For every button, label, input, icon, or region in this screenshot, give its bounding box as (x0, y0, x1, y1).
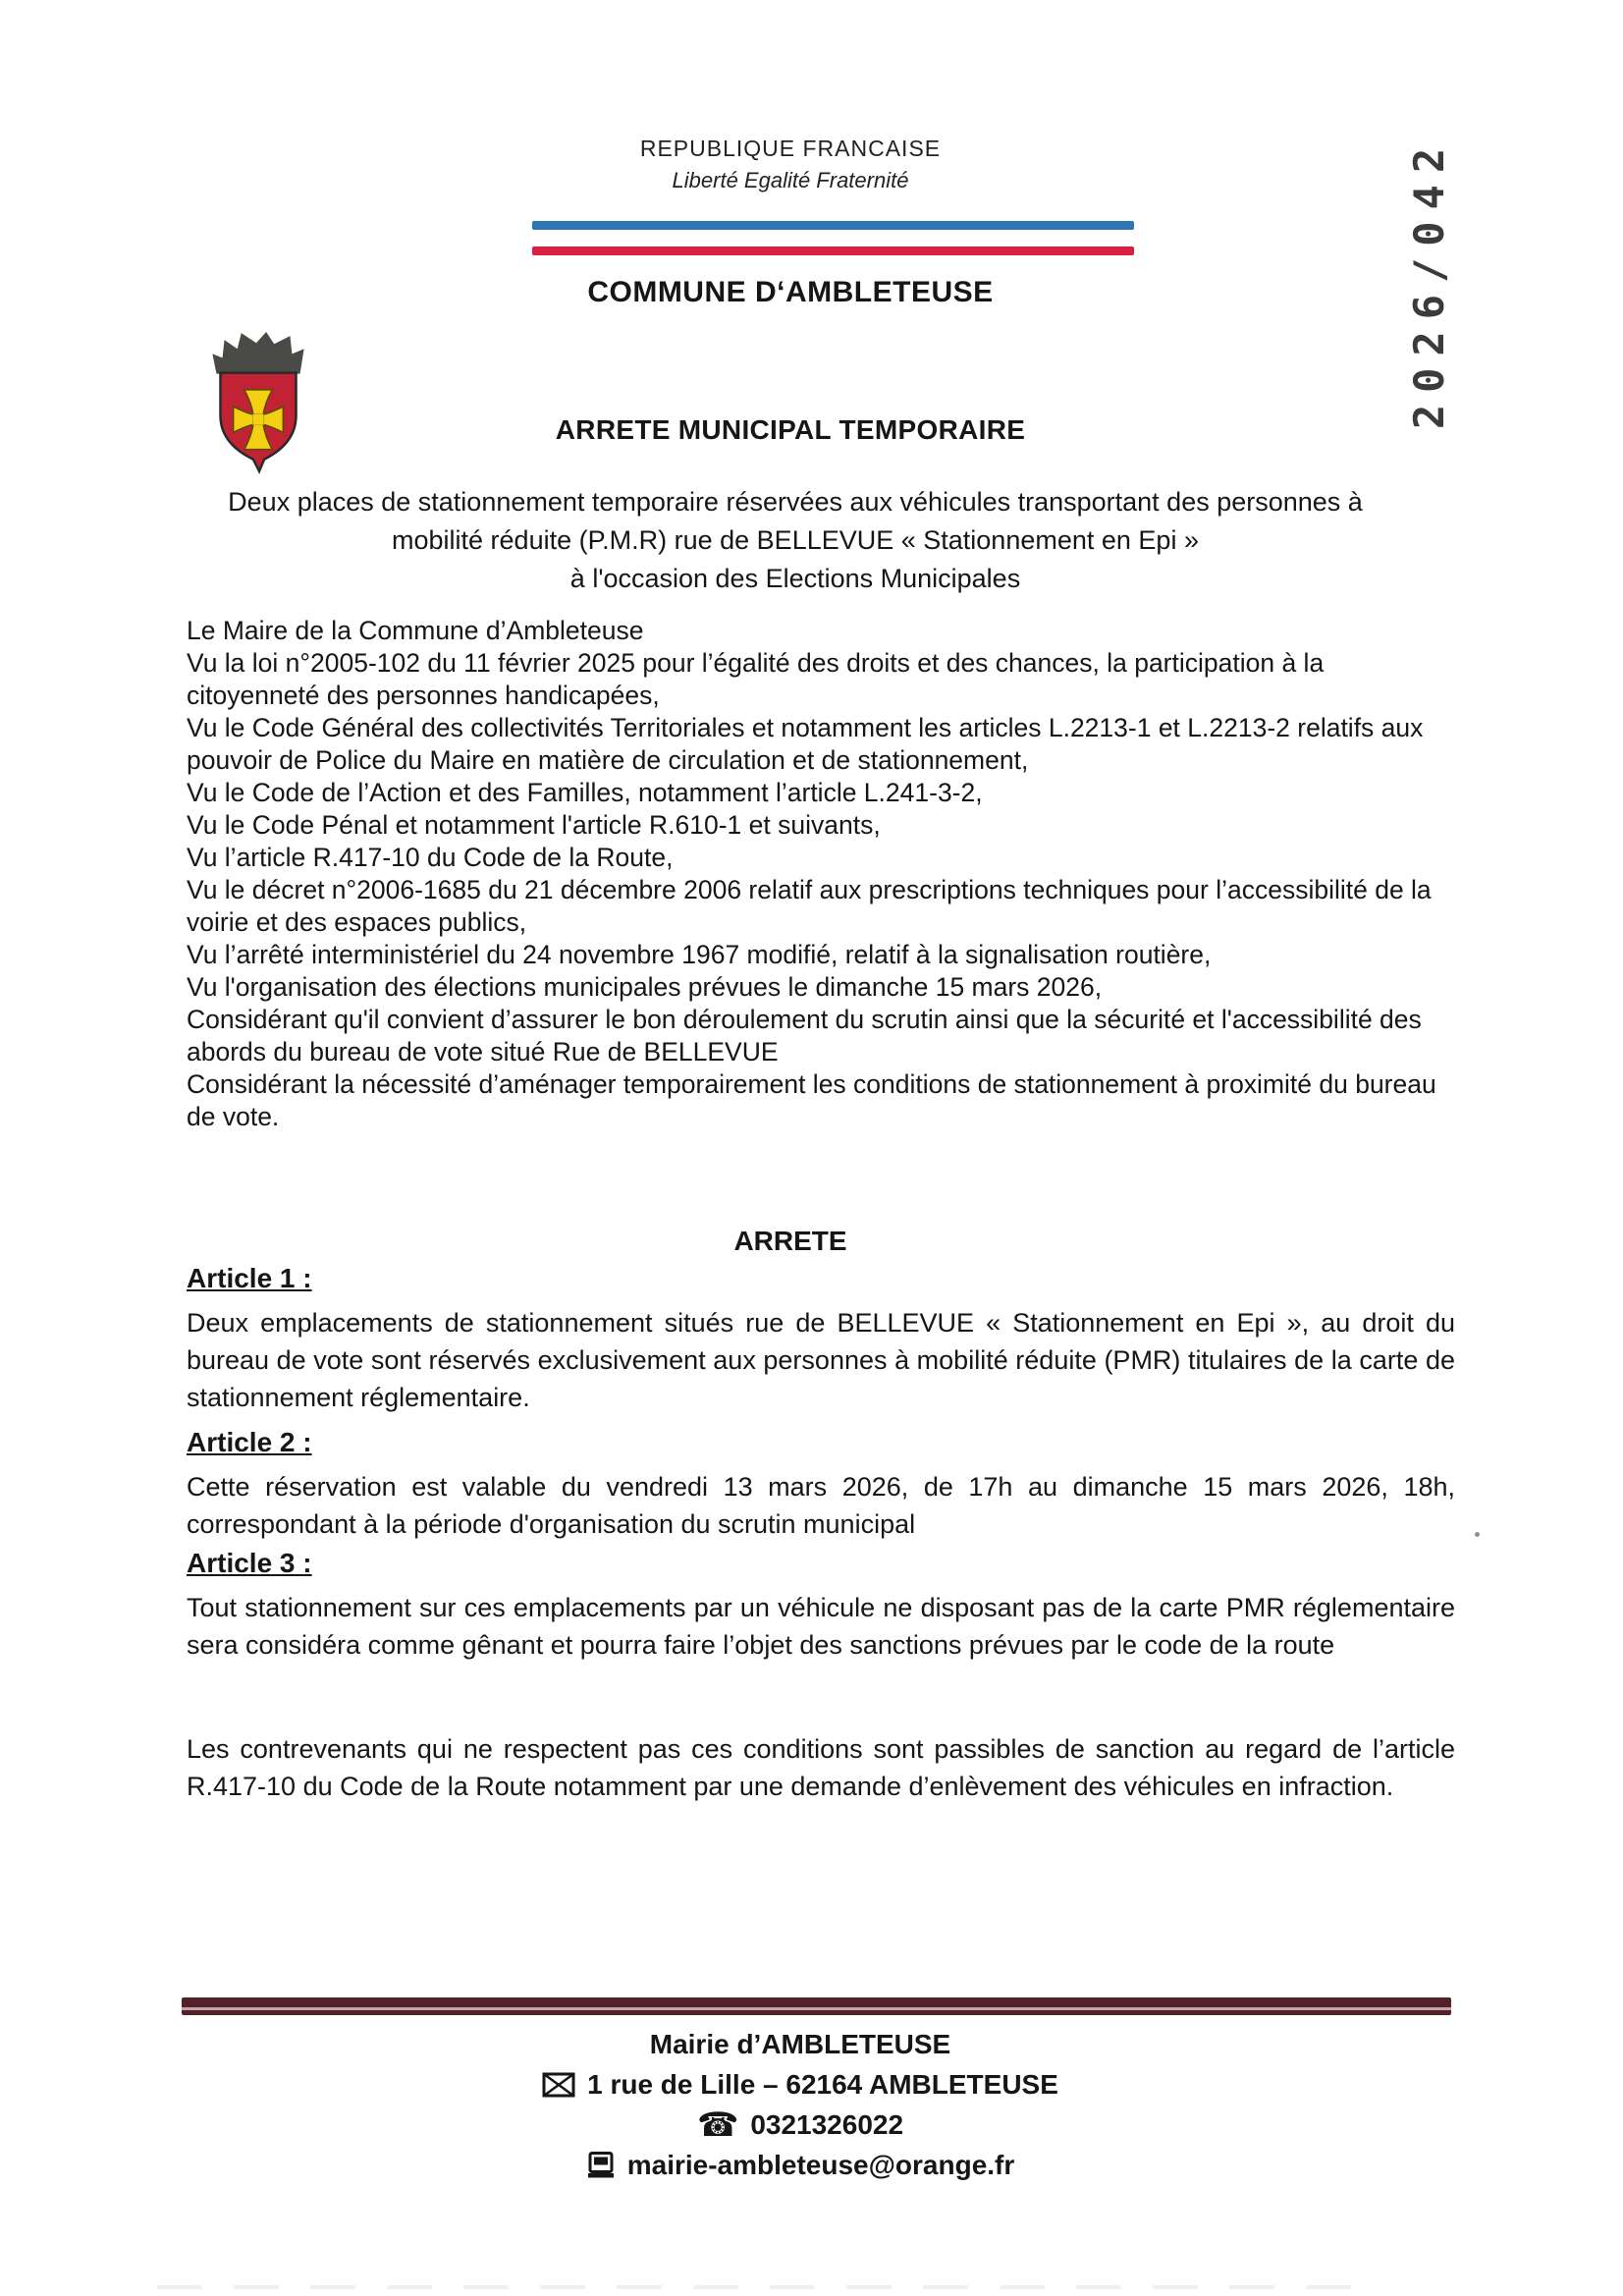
article-2-heading: Article 2 : (187, 1427, 312, 1457)
computer-icon (586, 2152, 616, 2179)
subject-line: Deux places de stationnement temporaire réservées aux véhicules transportant des personnes à (228, 487, 1363, 517)
article-3 (187, 1548, 1455, 1664)
document-number-stamp: 2026/042 (1405, 136, 1453, 430)
townhall-name: Mairie d’AMBLETEUSE (649, 2029, 951, 2059)
preamble-clause: Vu le décret n°2006-1685 du 21 décembre 2006 relatif aux prescriptions techniques pour l’accessibilité de la voirie et des espaces publics, (187, 875, 1432, 937)
national-header (128, 136, 1453, 193)
subject-line: mobilité réduite (P.M.R) rue de BELLEVUE « Stationnement en Epi » (392, 525, 1199, 555)
article-2-body: Cette réservation est valable du vendredi 13 mars 2026, de 17h au dimanche 15 mars 2026, 18h, correspondant à la période d'organisation du scrutin municipal (187, 1472, 1455, 1539)
preamble-clause: Considérant qu'il convient d’assurer le bon déroulement du scrutin ainsi que la sécurité et l'accessibilité des abords du bureau de vote situé Rue de BELLEVUE (187, 1005, 1422, 1066)
closing-paragraph: Les contrevenants qui ne respectent pas ces conditions sont passibles de sanction au regard de l’article R.417-10 du Code de la Route notamment par une demande d’enlèvement des véhicules en infraction. (187, 1734, 1455, 1801)
flag-blue-bar (532, 221, 1134, 230)
footer-contact-block (128, 2029, 1473, 2181)
preamble-clause: Vu l’arrêté interministériel du 24 novembre 1967 modifié, relatif à la signalisation routière, (187, 940, 1212, 969)
article-3-heading: Article 3 : (187, 1548, 312, 1578)
envelope-icon (542, 2072, 575, 2098)
article-1-body: Deux emplacements de stationnement situés rue de BELLEVUE « Stationnement en Epi », au droit du bureau de vote sont réservés exclusivement aux personnes à mobilité réduite (PMR) titulaires de la carte de stationnement réglementaire. (187, 1308, 1455, 1412)
commune-title: COMMUNE D‘AMBLETEUSE (587, 276, 994, 308)
phone-number: 0321326022 (750, 2109, 904, 2140)
address-line (128, 2069, 1473, 2101)
preamble-clause: Vu le Code Général des collectivités Territoriales et notamment les articles L.2213-1 et L.2213-2 relatifs aux pouvoir de Police du Maire en matière de circulation et de stationnement, (187, 713, 1424, 775)
document-subject (147, 483, 1443, 598)
article-1-heading: Article 1 : (187, 1263, 312, 1293)
footer-separator-bar (182, 1997, 1451, 2015)
telephone-icon: ☎ (696, 2105, 739, 2145)
preamble-clause: Vu le Code Pénal et notamment l'article R.610-1 et suivants, (187, 810, 881, 840)
preamble-block (187, 615, 1463, 1133)
republic-title: REPUBLIQUE FRANCAISE (639, 136, 942, 161)
article-3-body: Tout stationnement sur ces emplacements par un véhicule ne disposant pas de la carte PMR réglementaire sera considéra comme gênant et pourra faire l’objet des sanctions prévues par le code de la route (187, 1593, 1455, 1660)
article-2 (187, 1427, 1455, 1543)
subject-line: à l'occasion des Elections Municipales (569, 564, 1021, 593)
email-line (128, 2150, 1473, 2181)
mural-crown-icon (212, 332, 303, 374)
preamble-clause: Considérant la nécessité d’aménager temporairement les conditions de stationnement à proximité du bureau de vote. (187, 1069, 1436, 1131)
preamble-clause: Le Maire de la Commune d’Ambleteuse (187, 616, 644, 645)
preamble-clause: Vu l’article R.417-10 du Code de la Route, (187, 843, 674, 872)
national-motto: Liberté Egalité Fraternité (672, 168, 909, 192)
coat-of-arms (189, 328, 328, 479)
document-title: ARRETE MUNICIPAL TEMPORAIRE (555, 414, 1026, 445)
flag-red-bar (532, 246, 1134, 255)
scan-artifact-dot (1475, 1532, 1480, 1537)
preamble-clause: Vu le Code de l’Action et des Familles, notamment l’article L.241-3-2, (187, 778, 983, 807)
article-1 (187, 1263, 1455, 1416)
preamble-clause: Vu la loi n°2005-102 du 11 février 2025 pour l’égalité des droits et des chances, la participation à la citoyenneté des personnes handicapées, (187, 648, 1325, 710)
arrete-heading: ARRETE (733, 1226, 847, 1256)
email-text: mairie-ambleteuse@orange.fr (626, 2150, 1015, 2180)
phone-line (128, 2105, 1473, 2145)
address-text: 1 rue de Lille – 62164 AMBLETEUSE (587, 2069, 1058, 2100)
scan-artifact-line (157, 2285, 1375, 2289)
preamble-clause: Vu l'organisation des élections municipales prévues le dimanche 15 mars 2026, (187, 972, 1103, 1002)
